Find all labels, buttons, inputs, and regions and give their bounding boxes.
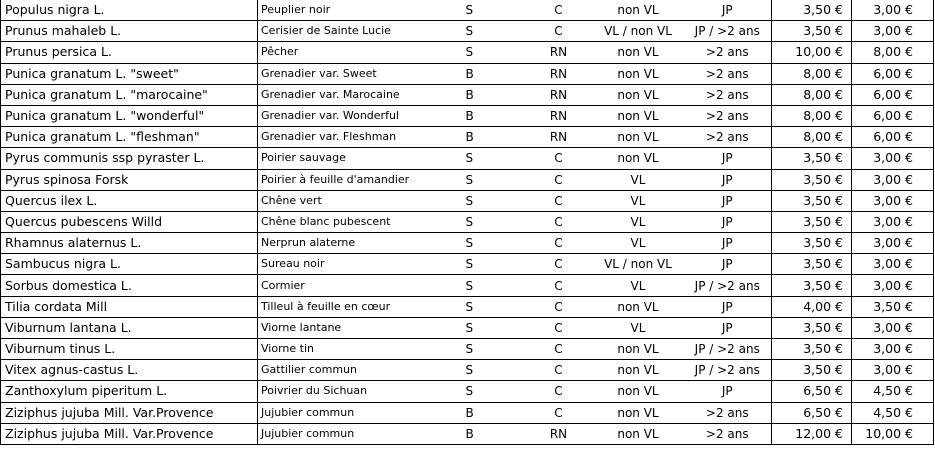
form-cell: C [525, 360, 593, 381]
type-cell: S [462, 0, 525, 21]
vl-cell: non VL [593, 381, 684, 402]
type-cell: S [462, 42, 525, 63]
form-cell: C [525, 148, 593, 169]
unit-price-cell: 8,00 € [772, 127, 852, 148]
form-cell: RN [525, 84, 593, 105]
table-row [1, 84, 934, 105]
vl-cell: non VL [593, 84, 684, 105]
type-cell: B [462, 105, 525, 126]
unit-price-cell: 3,50 € [772, 21, 852, 42]
latin-name-cell: Pyrus communis ssp pyraster L. [1, 148, 258, 169]
type-cell: S [462, 381, 525, 402]
bulk-price-cell: 4,50 € [852, 402, 934, 423]
bulk-price-cell: 3,00 € [852, 254, 934, 275]
bulk-price-cell: 6,00 € [852, 105, 934, 126]
table-row [1, 339, 934, 360]
form-cell: RN [525, 127, 593, 148]
table-row [1, 423, 934, 444]
common-name-cell: Cormier [258, 275, 462, 296]
unit-price-cell: 3,50 € [772, 339, 852, 360]
type-cell: B [462, 423, 525, 444]
type-cell: B [462, 402, 525, 423]
age-cell: JP [684, 296, 772, 317]
latin-name-cell: Punica granatum L. "wonderful" [1, 105, 258, 126]
common-name-cell: Chêne vert [258, 190, 462, 211]
vl-cell: non VL [593, 402, 684, 423]
latin-name-cell: Tilia cordata Mill [1, 296, 258, 317]
common-name-cell: Jujubier commun [258, 423, 462, 444]
unit-price-cell: 8,00 € [772, 105, 852, 126]
bulk-price-cell: 3,00 € [852, 275, 934, 296]
type-cell: S [462, 317, 525, 338]
age-cell: JP / >2 ans [684, 360, 772, 381]
unit-price-cell: 3,50 € [772, 275, 852, 296]
form-cell: C [525, 190, 593, 211]
vl-cell: non VL [593, 0, 684, 21]
type-cell: S [462, 211, 525, 232]
unit-price-cell: 6,50 € [772, 381, 852, 402]
unit-price-cell: 3,50 € [772, 190, 852, 211]
form-cell: C [525, 402, 593, 423]
age-cell: >2 ans [684, 402, 772, 423]
bulk-price-cell: 3,00 € [852, 0, 934, 21]
common-name-cell: Poirier sauvage [258, 148, 462, 169]
bulk-price-cell: 3,50 € [852, 296, 934, 317]
type-cell: S [462, 169, 525, 190]
bulk-price-cell: 3,00 € [852, 233, 934, 254]
age-cell: JP [684, 317, 772, 338]
table-row [1, 0, 934, 21]
unit-price-cell: 3,50 € [772, 169, 852, 190]
latin-name-cell: Quercus ilex L. [1, 190, 258, 211]
vl-cell: non VL [593, 423, 684, 444]
age-cell: JP / >2 ans [684, 339, 772, 360]
form-cell: C [525, 296, 593, 317]
common-name-cell: Sureau noir [258, 254, 462, 275]
vl-cell: VL / non VL [593, 254, 684, 275]
type-cell: S [462, 360, 525, 381]
common-name-cell: Pêcher [258, 42, 462, 63]
form-cell: C [525, 254, 593, 275]
type-cell: S [462, 275, 525, 296]
age-cell: JP / >2 ans [684, 21, 772, 42]
latin-name-cell: Rhamnus alaternus L. [1, 233, 258, 254]
latin-name-cell: Viburnum lantana L. [1, 317, 258, 338]
type-cell: S [462, 339, 525, 360]
form-cell: C [525, 275, 593, 296]
bulk-price-cell: 3,00 € [852, 360, 934, 381]
form-cell: C [525, 339, 593, 360]
bulk-price-cell: 3,00 € [852, 148, 934, 169]
table-row [1, 169, 934, 190]
table-row [1, 381, 934, 402]
table-row [1, 190, 934, 211]
vl-cell: non VL [593, 105, 684, 126]
latin-name-cell: Viburnum tinus L. [1, 339, 258, 360]
form-cell: RN [525, 42, 593, 63]
type-cell: S [462, 21, 525, 42]
bulk-price-cell: 4,50 € [852, 381, 934, 402]
common-name-cell: Grenadier var. Marocaine [258, 84, 462, 105]
latin-name-cell: Sambucus nigra L. [1, 254, 258, 275]
age-cell: JP [684, 233, 772, 254]
form-cell: RN [525, 423, 593, 444]
table-row [1, 105, 934, 126]
latin-name-cell: Zanthoxylum piperitum L. [1, 381, 258, 402]
common-name-cell: Tilleul à feuille en cœur [258, 296, 462, 317]
common-name-cell: Cerisier de Sainte Lucie [258, 21, 462, 42]
type-cell: S [462, 254, 525, 275]
latin-name-cell: Ziziphus jujuba Mill. Var.Provence [1, 423, 258, 444]
form-cell: C [525, 0, 593, 21]
age-cell: JP [684, 381, 772, 402]
age-cell: >2 ans [684, 423, 772, 444]
latin-name-cell: Sorbus domestica L. [1, 275, 258, 296]
age-cell: JP [684, 148, 772, 169]
latin-name-cell: Prunus persica L. [1, 42, 258, 63]
type-cell: B [462, 63, 525, 84]
type-cell: S [462, 190, 525, 211]
bulk-price-cell: 3,00 € [852, 211, 934, 232]
unit-price-cell: 8,00 € [772, 84, 852, 105]
latin-name-cell: Punica granatum L. "marocaine" [1, 84, 258, 105]
latin-name-cell: Punica granatum L. "sweet" [1, 63, 258, 84]
vl-cell: VL [593, 317, 684, 338]
form-cell: C [525, 381, 593, 402]
age-cell: >2 ans [684, 63, 772, 84]
bulk-price-cell: 10,00 € [852, 423, 934, 444]
common-name-cell: Grenadier var. Fleshman [258, 127, 462, 148]
table-row [1, 296, 934, 317]
table-row [1, 254, 934, 275]
vl-cell: VL [593, 211, 684, 232]
common-name-cell: Jujubier commun [258, 402, 462, 423]
age-cell: JP [684, 211, 772, 232]
unit-price-cell: 6,50 € [772, 402, 852, 423]
table-row [1, 275, 934, 296]
latin-name-cell: Prunus mahaleb L. [1, 21, 258, 42]
bulk-price-cell: 3,00 € [852, 317, 934, 338]
table-row [1, 148, 934, 169]
age-cell: >2 ans [684, 105, 772, 126]
table-row [1, 233, 934, 254]
age-cell: JP [684, 0, 772, 21]
vl-cell: VL [593, 190, 684, 211]
unit-price-cell: 12,00 € [772, 423, 852, 444]
bulk-price-cell: 8,00 € [852, 42, 934, 63]
form-cell: C [525, 233, 593, 254]
age-cell: >2 ans [684, 127, 772, 148]
form-cell: C [525, 169, 593, 190]
unit-price-cell: 3,50 € [772, 0, 852, 21]
common-name-cell: Grenadier var. Sweet [258, 63, 462, 84]
common-name-cell: Gattilier commun [258, 360, 462, 381]
table-row [1, 402, 934, 423]
type-cell: S [462, 148, 525, 169]
form-cell: RN [525, 63, 593, 84]
table-body [1, 0, 934, 444]
common-name-cell: Poivrier du Sichuan [258, 381, 462, 402]
unit-price-cell: 3,50 € [772, 211, 852, 232]
table-row [1, 42, 934, 63]
bulk-price-cell: 3,00 € [852, 21, 934, 42]
unit-price-cell: 3,50 € [772, 360, 852, 381]
common-name-cell: Peuplier noir [258, 0, 462, 21]
table-row [1, 21, 934, 42]
unit-price-cell: 3,50 € [772, 233, 852, 254]
latin-name-cell: Vitex agnus-castus L. [1, 360, 258, 381]
type-cell: S [462, 233, 525, 254]
latin-name-cell: Populus nigra L. [1, 0, 258, 21]
type-cell: B [462, 84, 525, 105]
unit-price-cell: 8,00 € [772, 63, 852, 84]
common-name-cell: Nerprun alaterne [258, 233, 462, 254]
vl-cell: non VL [593, 296, 684, 317]
latin-name-cell: Quercus pubescens Willd [1, 211, 258, 232]
bulk-price-cell: 6,00 € [852, 84, 934, 105]
vl-cell: non VL [593, 148, 684, 169]
vl-cell: non VL [593, 42, 684, 63]
common-name-cell: Grenadier var. Wonderful [258, 105, 462, 126]
vl-cell: VL [593, 169, 684, 190]
form-cell: C [525, 21, 593, 42]
common-name-cell: Chêne blanc pubescent [258, 211, 462, 232]
bulk-price-cell: 6,00 € [852, 127, 934, 148]
unit-price-cell: 4,00 € [772, 296, 852, 317]
form-cell: C [525, 317, 593, 338]
age-cell: >2 ans [684, 42, 772, 63]
vl-cell: VL / non VL [593, 21, 684, 42]
table-row [1, 63, 934, 84]
age-cell: JP [684, 169, 772, 190]
unit-price-cell: 3,50 € [772, 254, 852, 275]
bulk-price-cell: 3,00 € [852, 169, 934, 190]
vl-cell: non VL [593, 63, 684, 84]
vl-cell: VL [593, 275, 684, 296]
vl-cell: non VL [593, 360, 684, 381]
unit-price-cell: 3,50 € [772, 148, 852, 169]
latin-name-cell: Punica granatum L. "fleshman" [1, 127, 258, 148]
bulk-price-cell: 3,00 € [852, 190, 934, 211]
type-cell: S [462, 296, 525, 317]
table-row [1, 317, 934, 338]
common-name-cell: Viorne lantane [258, 317, 462, 338]
age-cell: JP / >2 ans [684, 275, 772, 296]
unit-price-cell: 3,50 € [772, 317, 852, 338]
vl-cell: VL [593, 233, 684, 254]
age-cell: JP [684, 254, 772, 275]
table-row [1, 211, 934, 232]
form-cell: C [525, 211, 593, 232]
common-name-cell: Viorne tin [258, 339, 462, 360]
vl-cell: non VL [593, 127, 684, 148]
form-cell: RN [525, 105, 593, 126]
table-row [1, 360, 934, 381]
vl-cell: non VL [593, 339, 684, 360]
table-row [1, 127, 934, 148]
bulk-price-cell: 3,00 € [852, 339, 934, 360]
latin-name-cell: Ziziphus jujuba Mill. Var.Provence [1, 402, 258, 423]
latin-name-cell: Pyrus spinosa Forsk [1, 169, 258, 190]
bulk-price-cell: 6,00 € [852, 63, 934, 84]
age-cell: >2 ans [684, 84, 772, 105]
common-name-cell: Poirier à feuille d'amandier [258, 169, 462, 190]
unit-price-cell: 10,00 € [772, 42, 852, 63]
type-cell: B [462, 127, 525, 148]
age-cell: JP [684, 190, 772, 211]
